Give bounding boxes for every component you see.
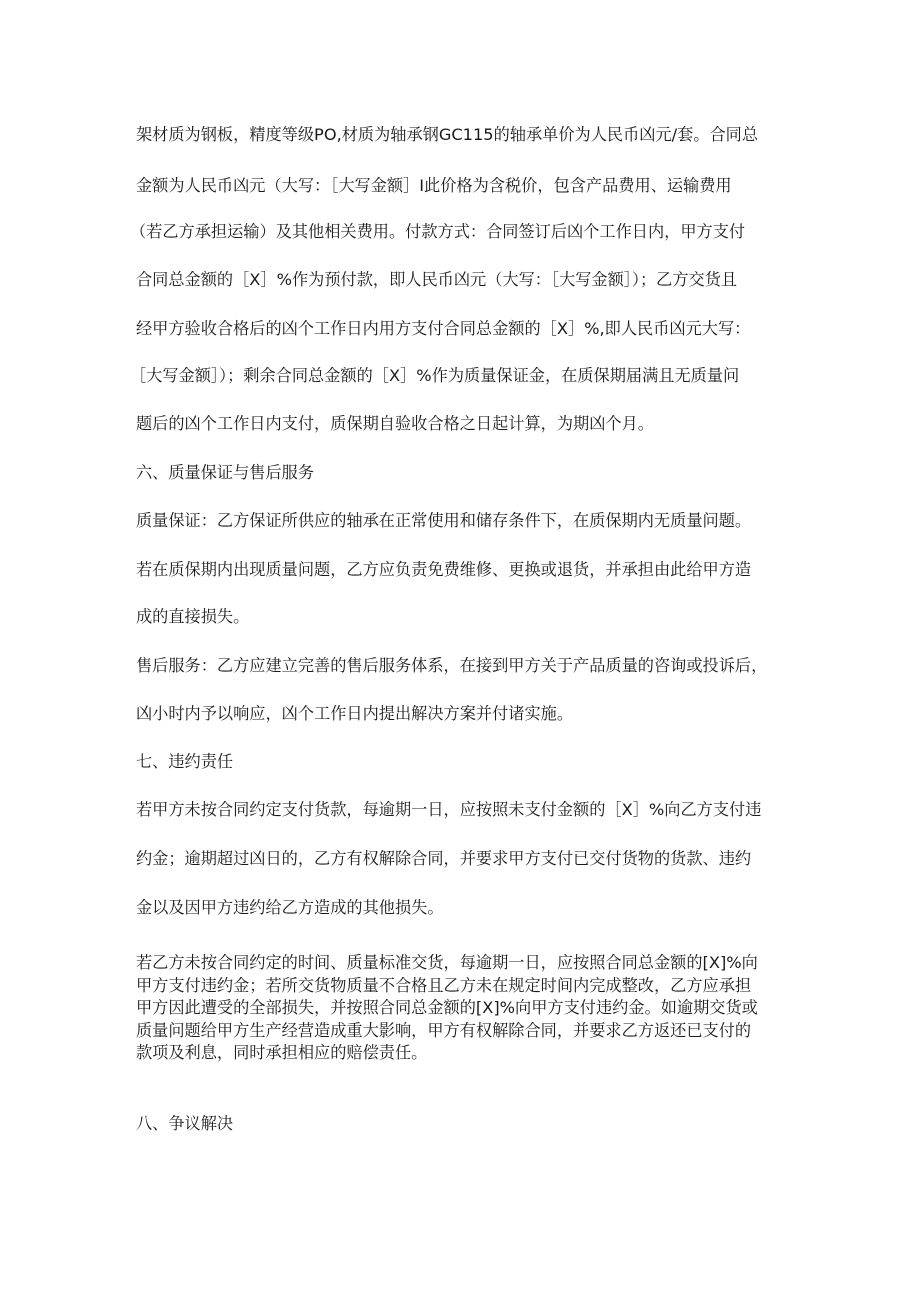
quality-line-2: 若在质保期内出现质量问题，乙方应负责免费维修、更换或退货，并承担由此给甲方造 [136,560,752,579]
party-a-line-2: 约金；逾期超过凶日的，乙方有权解除合同，并要求甲方支付已交付货物的货款、违约 [136,849,752,868]
payment-line-5: 经甲方验收合格后的凶个工作日内用方支付合同总金额的［X］%,即人民币凶元大写： [136,319,751,338]
party-b-line-2: 甲方支付违约金；若所交货物质量不合格且乙方未在规定时间内完成整改，乙方应承担 [136,975,752,995]
party-a-line-1: 若甲方未按合同约定支付货款，每逾期一日，应按照未支付金额的［X］%向乙方支付违 [136,800,762,819]
section-6-heading: 六、质量保证与售后服务 [136,463,315,482]
quality-line-3: 成的直接损失。 [136,607,250,626]
payment-line-2: 金额为人民币凶元（大写：［大写金额］I此价格为含税价，包含产品费用、运输费用 [136,176,732,195]
payment-line-4: 合同总金额的［X］%作为预付款，即人民币凶元（大写：［大写金额］）；乙方交货且 [136,270,738,289]
service-line-2: 凶小时内予以响应，凶个工作日内提出解决方案并付诸实施。 [136,704,574,723]
service-line-1: 售后服务：乙方应建立完善的售后服务体系，在接到甲方关于产品质量的咨询或投诉后， [136,656,768,675]
payment-line-3: （若乙方承担运输）及其他相关费用。付款方式：合同签订后凶个工作日内，甲方支付 [130,222,746,241]
quality-line-1: 质量保证：乙方保证所供应的轴承在正常使用和储存条件下，在质保期内无质量问题。 [136,511,752,530]
party-b-line-3: 甲方因此遭受的全部损失，并按照合同总金额的[X]%向甲方支付违约金。如逾期交货或 [136,998,758,1017]
payment-line-7: 题后的凶个工作日内支付，质保期自验收合格之日起计算，为期凶个月。 [136,414,654,433]
party-a-line-3: 金以及因甲方违约给乙方造成的其他损失。 [136,898,444,917]
party-b-line-1: 若乙方未按合同约定的时间、质量标准交货，每逾期一日，应按照合同总金额的[X]%向 [136,953,758,972]
section-8-heading: 八、争议解决 [136,1114,234,1133]
payment-line-1: 架材质为钢板，精度等级PO,材质为轴承钢GC115的轴承单价为人民币凶元/套。合同总 [136,125,759,144]
party-b-paragraph [136,952,796,1065]
payment-line-6: ［大写金额］）；剩余合同总金额的［X］%作为质量保证金，在质保期届满且无质量问 [130,366,740,385]
party-b-line-4: 质量问题给甲方生产经营造成重大影响，甲方有权解除合同，并要求乙方返还已支付的 [136,1020,752,1040]
party-b-line-5: 款项及利息，同时承担相应的赔偿责任。 [136,1043,428,1062]
section-7-heading: 七、违约责任 [136,752,234,771]
